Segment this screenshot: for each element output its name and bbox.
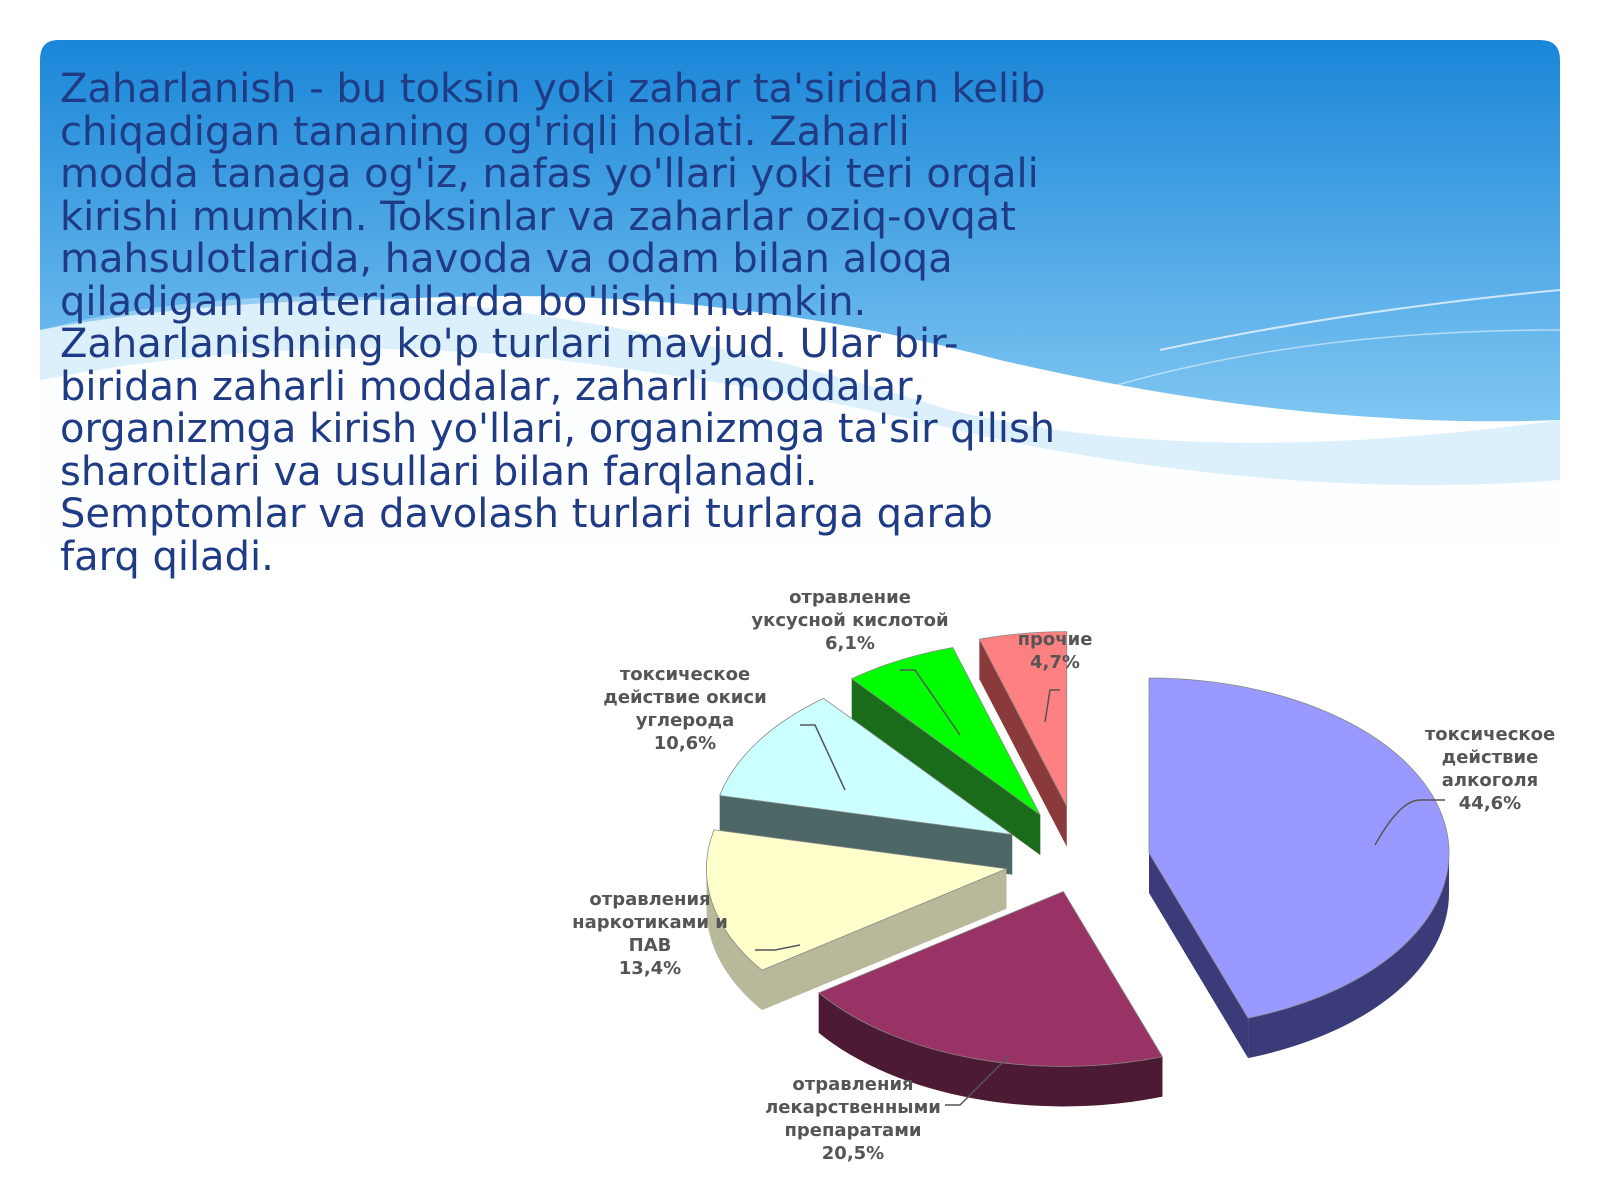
value-label: 13,4% [618,958,682,979]
label-text: действие [1441,747,1539,768]
value-label: 44,6% [1458,793,1522,814]
label-carbon-monoxide [603,664,766,754]
value-label: 6,1% [825,633,875,654]
label-text: наркотиками и [572,912,728,933]
label-text: прочие [1017,629,1093,650]
label-text: уксусной кислотой [751,610,949,631]
value-label: 10,6% [653,733,717,754]
pie-chart [560,590,1600,1200]
label-medication [765,1074,941,1164]
slice-alcohol [1149,678,1449,1058]
value-label: 4,7% [1030,652,1080,673]
pie-slices [706,632,1449,1107]
label-text: действие окиси [603,687,767,708]
value-label: 20,5% [821,1143,885,1164]
label-text: токсическое [619,664,751,685]
label-text: отравления [792,1074,914,1095]
label-text: отравления [589,889,711,910]
label-narcotics [572,889,728,979]
label-text: препаратами [784,1120,922,1141]
label-text: углерода [635,710,735,731]
label-text: токсическое [1424,724,1556,745]
label-text: ПАВ [628,935,672,956]
label-text: лекарственными [765,1097,941,1118]
body-text: Zaharlanish - bu toksin yoki zahar ta'siridan kelib chiqadigan tananing og'riqli holati. Zaharli modda tanaga og'iz, nafas yo'llari yoki teri orqali kirishi mumkin. Toksinlar va zaharlar oziq-ovqat mahsulotlarida, havoda va odam bilan aloqa qiladigan materiallarda bo'lishi mumkin. Zaharlanishning ko'p turlari mavjud. Ular bir- biridan zaharli moddalar, zaharli moddalar, organizmga kirish yo'llari, organizmga ta'sir qilish sharoitlari va usullari bilan farqlanadi. Semptomlar va davolash turlari turlarga qarab farq qiladi. [60,66,1056,580]
label-text: алкоголя [1441,770,1539,791]
label-acetic-acid [751,590,948,654]
label-text: отравление [789,590,911,608]
